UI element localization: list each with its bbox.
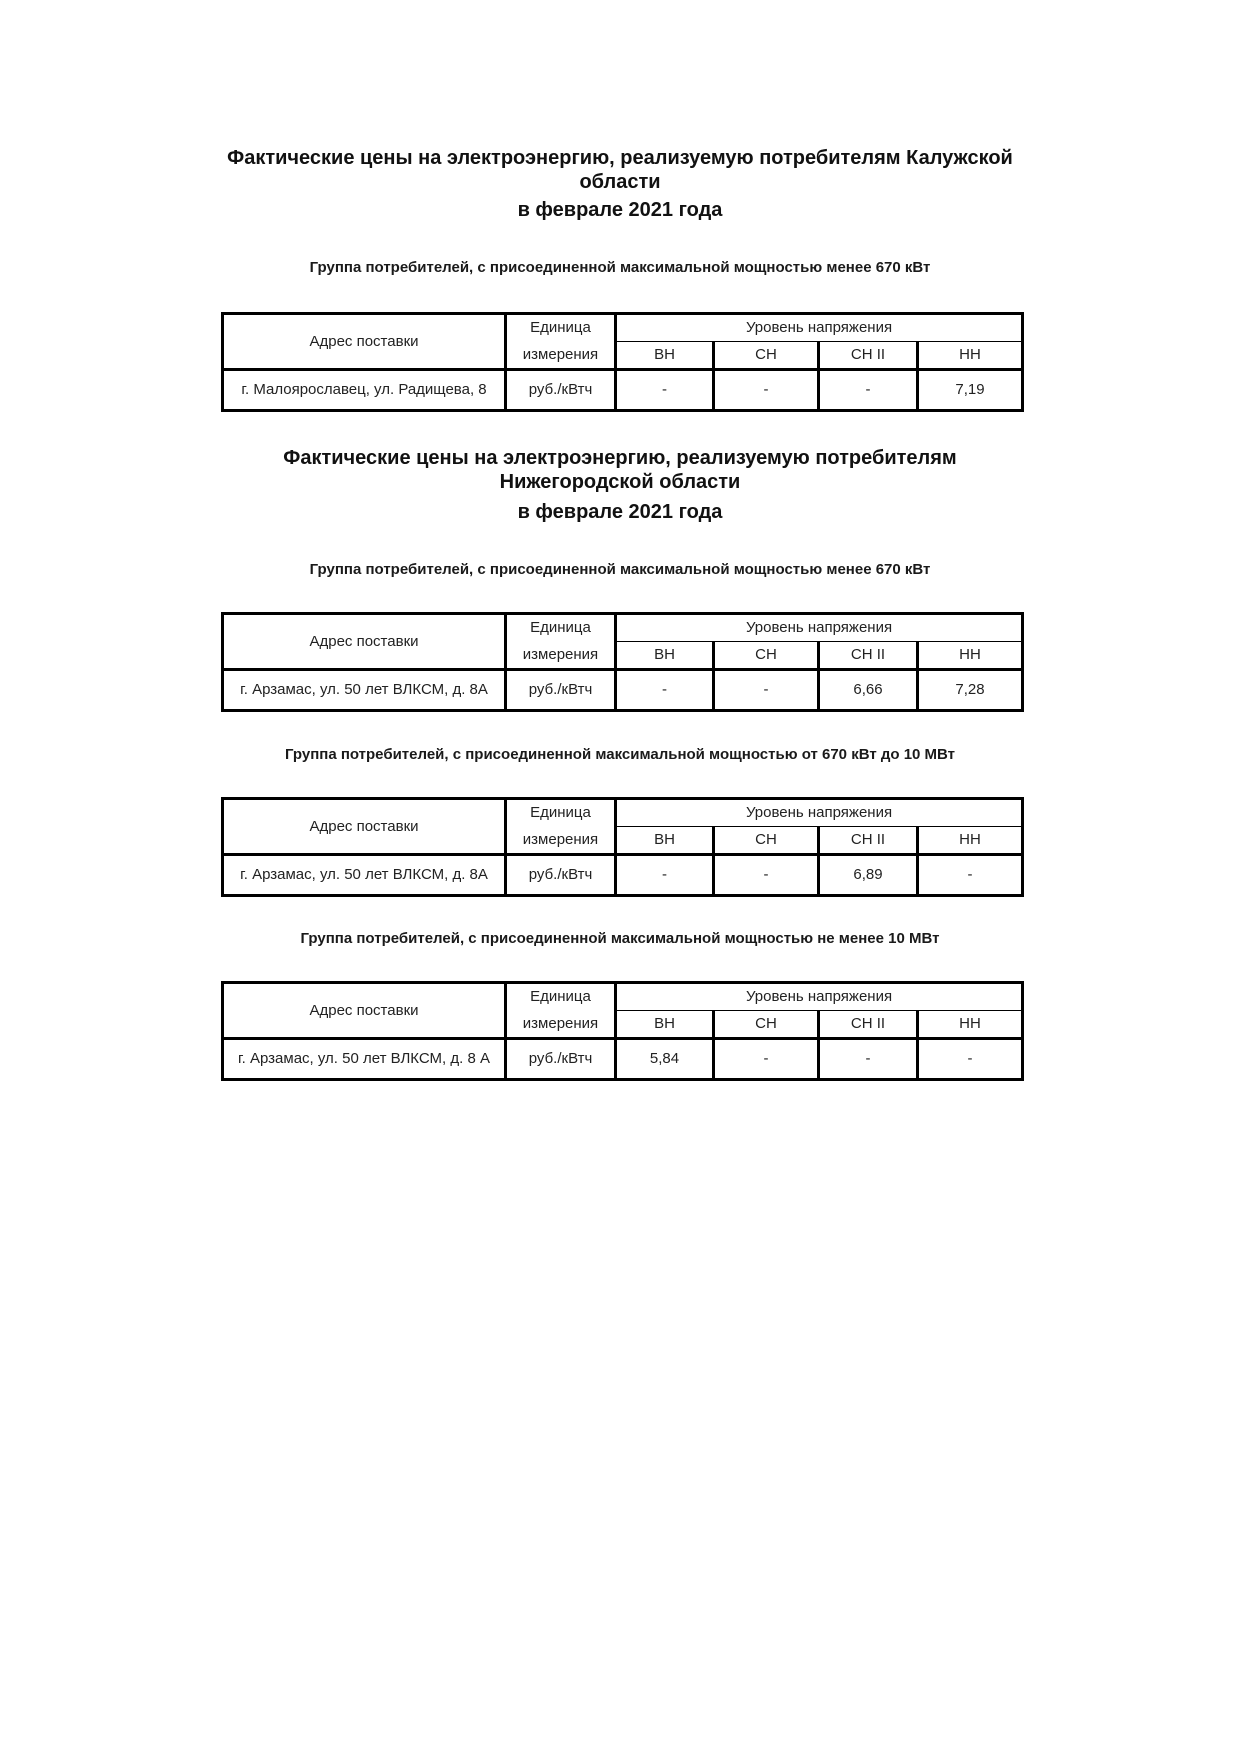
unit-header-line-1: Единица — [506, 314, 616, 342]
table-row — [223, 1039, 1023, 1080]
price-sn: - — [714, 1039, 819, 1080]
level-sn2-header: СН II — [819, 642, 918, 670]
address-header: Адрес поставки — [223, 314, 506, 370]
price-table-kaluga-lt670 — [221, 312, 1024, 412]
level-sn-header: СН — [714, 1011, 819, 1039]
title-line-2: Нижегородской области — [499, 471, 741, 493]
price-sn: - — [714, 370, 819, 411]
consumer-group-label: Группа потребителей, с присоединенной максимальной мощностью от 670 кВт до 10 МВт — [284, 746, 956, 763]
consumer-group-label: Группа потребителей, с присоединенной максимальной мощностью менее 670 кВт — [309, 561, 931, 578]
price-sn: - — [714, 855, 819, 896]
voltage-level-header: Уровень напряжения — [616, 614, 1023, 642]
price-sn2: - — [819, 370, 918, 411]
level-vn-header: ВН — [616, 642, 714, 670]
price-nn: 7,19 — [918, 370, 1023, 411]
price-nn: - — [918, 1039, 1023, 1080]
unit-value: руб./кВтч — [506, 670, 616, 711]
unit-header-line-1: Единица — [506, 799, 616, 827]
price-table-nizhny-ge10mw — [221, 981, 1024, 1081]
unit-header-line-1: Единица — [506, 614, 616, 642]
title-month: в феврале 2021 года — [517, 199, 723, 221]
supply-address: г. Арзамас, ул. 50 лет ВЛКСМ, д. 8 А — [223, 1039, 506, 1080]
table-row — [223, 855, 1023, 896]
price-sn2: 6,89 — [819, 855, 918, 896]
level-sn-header: СН — [714, 642, 819, 670]
section-title-nizhny — [200, 446, 1040, 524]
level-nn-header: НН — [918, 642, 1023, 670]
supply-address: г. Арзамас, ул. 50 лет ВЛКСМ, д. 8А — [223, 855, 506, 896]
level-sn2-header: СН II — [819, 827, 918, 855]
unit-value: руб./кВтч — [506, 370, 616, 411]
price-sn2: - — [819, 1039, 918, 1080]
voltage-level-header: Уровень напряжения — [616, 799, 1023, 827]
price-table-nizhny-lt670 — [221, 612, 1024, 712]
level-sn2-header: СН II — [819, 1011, 918, 1039]
address-header: Адрес поставки — [223, 799, 506, 855]
level-sn-header: СН — [714, 342, 819, 370]
price-vn: - — [616, 670, 714, 711]
price-sn: - — [714, 670, 819, 711]
unit-header-line-2: измерения — [506, 827, 616, 855]
section-title-kaluga — [200, 146, 1040, 222]
level-vn-header: ВН — [616, 342, 714, 370]
address-header: Адрес поставки — [223, 614, 506, 670]
consumer-group-label: Группа потребителей, с присоединенной максимальной мощностью менее 670 кВт — [309, 259, 931, 276]
level-vn-header: ВН — [616, 1011, 714, 1039]
price-table-nizhny-670-10mw — [221, 797, 1024, 897]
supply-address: г. Малоярославец, ул. Радищева, 8 — [223, 370, 506, 411]
title-line-2: области — [579, 171, 661, 193]
address-header: Адрес поставки — [223, 983, 506, 1039]
price-vn: - — [616, 370, 714, 411]
supply-address: г. Арзамас, ул. 50 лет ВЛКСМ, д. 8А — [223, 670, 506, 711]
price-nn: - — [918, 855, 1023, 896]
unit-header-line-2: измерения — [506, 342, 616, 370]
table-row — [223, 370, 1023, 411]
level-vn-header: ВН — [616, 827, 714, 855]
level-sn-header: СН — [714, 827, 819, 855]
unit-value: руб./кВтч — [506, 855, 616, 896]
voltage-level-header: Уровень напряжения — [616, 983, 1023, 1011]
unit-value: руб./кВтч — [506, 1039, 616, 1080]
level-nn-header: НН — [918, 1011, 1023, 1039]
title-line-1: Фактические цены на электроэнергию, реализуемую потребителям — [283, 447, 957, 469]
price-vn: - — [616, 855, 714, 896]
price-vn: 5,84 — [616, 1039, 714, 1080]
price-nn: 7,28 — [918, 670, 1023, 711]
level-nn-header: НН — [918, 342, 1023, 370]
unit-header-line-1: Единица — [506, 983, 616, 1011]
unit-header-line-2: измерения — [506, 1011, 616, 1039]
price-sn2: 6,66 — [819, 670, 918, 711]
title-line-1: Фактические цены на электроэнергию, реализуемую потребителям Калужской — [227, 147, 1013, 169]
table-row — [223, 670, 1023, 711]
title-month: в феврале 2021 года — [517, 501, 723, 523]
unit-header-line-2: измерения — [506, 642, 616, 670]
level-nn-header: НН — [918, 827, 1023, 855]
level-sn2-header: СН II — [819, 342, 918, 370]
consumer-group-label: Группа потребителей, с присоединенной максимальной мощностью не менее 10 МВт — [300, 930, 940, 947]
voltage-level-header: Уровень напряжения — [616, 314, 1023, 342]
